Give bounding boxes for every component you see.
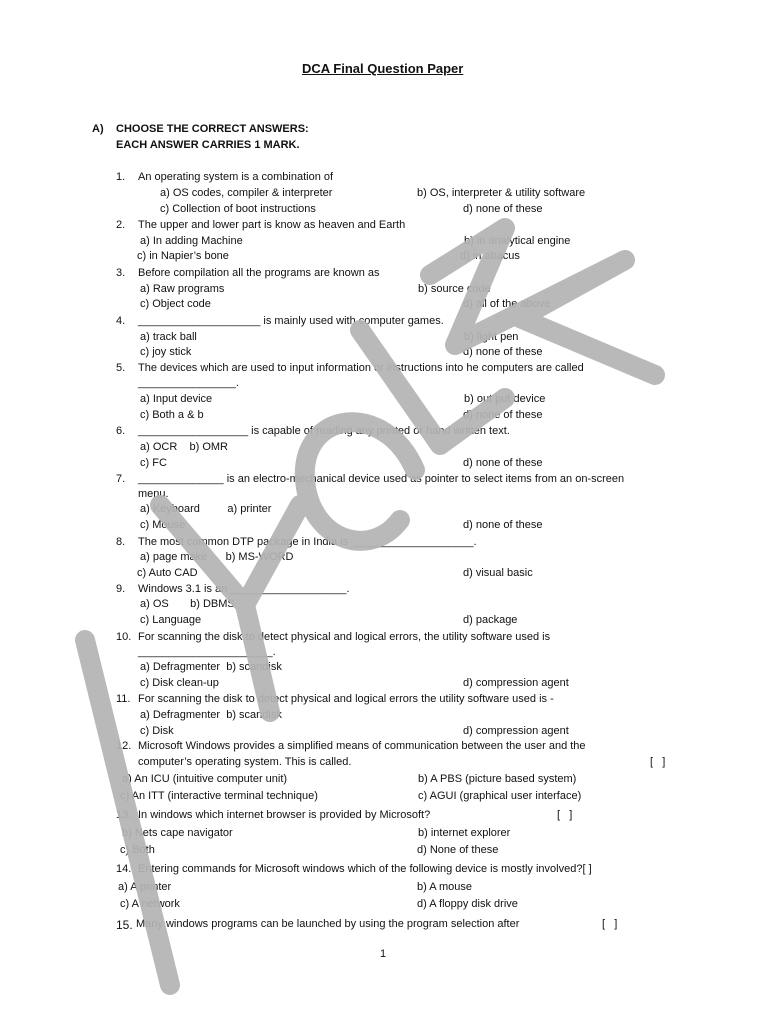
question-number: 3.: [116, 267, 126, 279]
option-d: d) all of the above: [463, 298, 551, 310]
question-number: 12.: [116, 740, 132, 752]
option-c: c) Auto CAD: [137, 567, 198, 579]
option-a: a) OS codes, compiler & interpreter: [160, 187, 333, 199]
option-c: c) joy stick: [140, 346, 192, 358]
section-subheading: EACH ANSWER CARRIES 1 MARK.: [116, 139, 300, 151]
option-d: d) none of these: [463, 457, 543, 469]
question-text: The most common DTP package in India is ____________________.: [138, 536, 477, 548]
question-number: 1.: [116, 171, 126, 183]
question-text: For scanning the disk to detect physical and logical errors, the utility software used is: [138, 631, 551, 643]
option-a: a) In adding Machine: [140, 235, 243, 247]
option-b: b) A PBS (picture based system): [418, 773, 577, 785]
option-ab: a) Defragmenter b) scandisk: [140, 709, 282, 721]
option-b: b) in analytical engine: [464, 235, 571, 247]
option-a: a) An ICU (intuitive computer unit): [122, 773, 288, 785]
option-d: d) in abacus: [460, 250, 520, 262]
option-b: b) light pen: [464, 331, 519, 343]
question-text: Many windows programs can be launched by using the program selection after: [136, 918, 520, 930]
question-number: 15.: [116, 918, 133, 932]
question-text-continued: ______________________.: [138, 646, 276, 658]
option-d: d) None of these: [417, 844, 499, 856]
option-d: c) AGUI (graphical user interface): [418, 790, 582, 802]
option-ab: a) page make b) MS-WORD: [140, 551, 294, 563]
option-b: b) source code: [418, 283, 491, 295]
question-text: Microsoft Windows provides a simplified means of communication between the user and the: [138, 740, 586, 752]
option-c: c) An ITT (interactive terminal technique): [120, 790, 318, 802]
option-a: a) Input device: [140, 393, 213, 405]
option-d: d) A floppy disk drive: [417, 898, 518, 910]
option-c: c) Both: [120, 844, 155, 856]
option-b: b) A mouse: [417, 881, 473, 893]
option-d: d) compression agent: [463, 725, 569, 737]
option-c: c) in Napier’s bone: [137, 250, 229, 262]
option-d: d) none of these: [463, 519, 543, 531]
question-text: The devices which are used to input information or instructions into he computers are called: [138, 362, 584, 374]
option-c: c) Disk: [140, 725, 174, 737]
option-a: b) Nets cape navigator: [122, 827, 233, 839]
option-a: a) track ball: [140, 331, 197, 343]
option-d: d) none of these: [463, 203, 543, 215]
question-number: 5.: [116, 362, 126, 374]
option-c: c) Both a & b: [140, 409, 204, 421]
question-text: An operating system is a combination of: [138, 171, 334, 183]
question-number: 8.: [116, 536, 126, 548]
section-label: A): [92, 123, 104, 135]
question-number: 10.: [116, 631, 132, 643]
option-c: c) Disk clean-up: [140, 677, 219, 689]
option-c: c) FC: [140, 457, 167, 469]
option-ab: a) Keyboard a) printer: [140, 503, 272, 515]
question-text: For scanning the disk to detect physical and logical errors the utility software used is -: [138, 693, 554, 705]
page-title: DCA Final Question Paper: [302, 61, 464, 76]
question-text: The upper and lower part is know as heaven and Earth: [138, 219, 406, 231]
option-b: b) internet explorer: [418, 827, 511, 839]
answer-bracket: [ ]: [557, 809, 573, 821]
question-number: 14.: [116, 863, 132, 875]
answer-bracket: [ ]: [602, 918, 618, 930]
question-text: Before compilation all the programs are known as: [138, 267, 380, 279]
option-ab: a) Defragmenter b) scandisk: [140, 661, 282, 673]
option-b: b) OS, interpreter & utility software: [417, 187, 586, 199]
option-d: d) compression agent: [463, 677, 569, 689]
question-text: Entering commands for Microsoft windows which of the following device is mostly involved?[ ]: [138, 863, 592, 875]
option-d: d) none of these: [463, 346, 543, 358]
option-ab: a) OCR b) OMR: [140, 441, 229, 453]
option-d: d) none of these: [463, 409, 543, 421]
option-d: d) package: [463, 614, 518, 626]
question-text: In windows which internet browser is provided by Microsoft?: [138, 809, 431, 821]
page-number: 1: [380, 948, 387, 960]
question-number: 7.: [116, 473, 126, 485]
question-number: 13.: [116, 809, 132, 821]
question-text: Windows 3.1 is an ___________________.: [138, 583, 350, 595]
question-text: ____________________ is mainly used with computer games.: [138, 315, 444, 327]
question-number: 9.: [116, 583, 126, 595]
option-c: c) Language: [140, 614, 202, 626]
question-text-continued: menu.: [138, 488, 169, 500]
question-text: ______________ is an electro-mechanical device used as pointer to select items from an on-screen: [138, 473, 625, 485]
question-number: 6.: [116, 425, 126, 437]
question-number: 2.: [116, 219, 126, 231]
option-c: c) Object code: [140, 298, 211, 310]
question-text-continued: ________________.: [138, 377, 239, 389]
option-ab: a) OS b) DBMS: [140, 598, 235, 610]
answer-bracket: [ ]: [650, 756, 666, 768]
question-text-continued: computer’s operating system. This is called.: [138, 756, 352, 768]
question-number: 11.: [116, 693, 131, 705]
option-c: c) A network: [120, 898, 180, 910]
section-heading: CHOOSE THE CORRECT ANSWERS:: [116, 123, 309, 135]
option-d: d) visual basic: [463, 567, 533, 579]
option-b: b) out put device: [464, 393, 546, 405]
option-a: a) Raw programs: [140, 283, 225, 295]
option-c: c) Mouse: [140, 519, 186, 531]
question-number: 4.: [116, 315, 126, 327]
question-text: __________________ is capable of reading any printed or hand written text.: [138, 425, 510, 437]
option-a: a) A printer: [118, 881, 172, 893]
option-c: c) Collection of boot instructions: [160, 203, 316, 215]
